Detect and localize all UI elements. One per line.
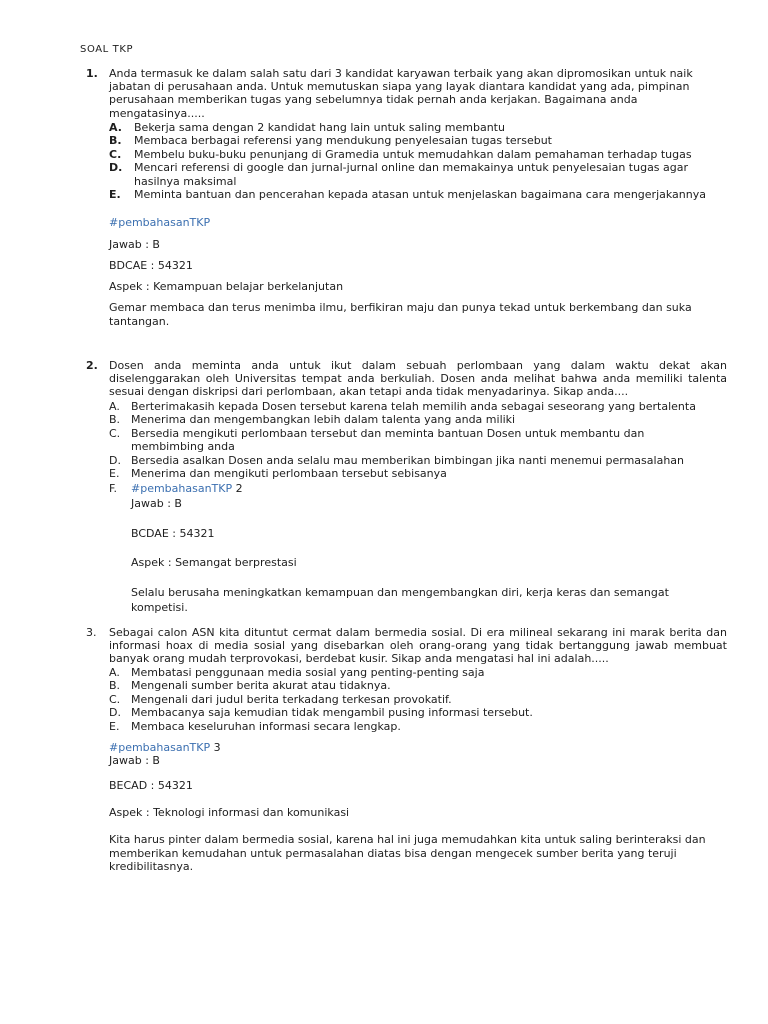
discussion-hashtag[interactable] [109,216,210,229]
hashtag-link[interactable]: #pembahasanTKP [131,482,233,495]
option-item [109,427,719,454]
option-item [109,679,734,692]
option-list [109,666,734,733]
option-list [109,400,719,480]
option-item [109,188,734,201]
question-number: 2. [86,359,98,372]
page-title: SOAL TKP [80,44,134,55]
option-item [109,454,719,467]
hashtag-link[interactable]: #pembahasanTKP [109,216,211,229]
option-text: Meminta bantuan dan pencerahan kepada atasan untuk menjelaskan bagaimana cara mengerjakannya [134,188,706,202]
option-text: Bersedia asalkan Dosen anda selalu mau memberikan bimbingan jika nanti menemui permasalahan [131,453,685,467]
option-item [109,666,734,679]
option-text: Membacanya saja kemudian tidak mengambil pusing informasi tersebut. [131,706,533,720]
option-letter: C. [109,692,121,706]
option-text: Mengenali sumber berita akurat atau tidaknya. [131,679,391,693]
option-item [109,720,734,733]
aspect-text: Aspek : Kemampuan belajar berkelanjutan [109,280,344,293]
option-text: Bekerja sama dengan 2 kandidat hang lain untuk saling membantu [134,121,505,134]
option-text: Bersedia mengikuti perlombaan tersebut dan meminta bantuan Dosen untuk membantu dan membimbing anda [131,426,645,454]
option-item [109,121,734,134]
explanation-text: Selalu berusaha meningkatkan kemampuan dan mengembangkan diri, kerja keras dan semangat kompetisi. [131,586,669,614]
option-text: Menerima dan mengembangkan lebih dalam talenta yang anda miliki [131,413,516,427]
hashtag-link[interactable]: #pembahasanTKP [109,741,211,754]
option-text: Menerima dan mengikuti perlombaan tersebut sebisanya [131,467,447,481]
question-number: 1. [86,67,98,80]
explanation-text: Kita harus pinter dalam bermedia sosial, karena hal ini juga memudahkan kita untuk saling berinteraksi dan memberikan kemudahan untuk permasalahan diatas bisa dengan mengecek sumber berita yang teruji kredibilitasnya. [109,833,706,874]
option-letter: A. [109,400,120,413]
option-text: Mencari referensi di google dan jurnal-jurnal online dan memakainya untuk penyelesaian tugas agar hasilnya maksimal [134,161,689,188]
option-item [109,148,734,161]
question-text: Anda termasuk ke dalam salah satu dari 3 kandidat karyawan terbaik yang akan dipromosikan untuk naik jabatan di perusahaan anda. Untuk memutuskan siapa yang layak diantara kandidat yang ada, pimpinan perusahaan memberikan tugas yang sebelumnya tidak pernah anda kerjakan. Bagaimana anda mengatasinya..... [109,67,693,120]
discussion-hashtag[interactable] [131,482,243,495]
option-letter: C. [109,426,121,440]
option-item [109,134,734,147]
question-number: 3. [86,626,97,639]
option-item [109,693,734,706]
option-letter: D. [109,706,121,720]
option-letter: B. [109,134,122,148]
option-text: Membaca keseluruhan informasi secara lengkap. [131,719,401,733]
hashtag-suffix: 2 [232,482,243,495]
option-text: Membatasi penggunaan media sosial yang penting-penting saja [131,666,485,679]
option-letter: B. [109,679,121,693]
option-text: Membelu buku-buku penunjang di Gramedia untuk memudahkan dalam pemahaman terhadap tugas [134,147,692,161]
option-letter: D. [109,453,121,467]
option-text: Mengenali dari judul berita terkadang terkesan provokatif. [131,692,452,706]
answer-key: Jawab : B [131,497,182,510]
option-item [109,467,719,480]
option-letter: A. [109,666,120,679]
option-letter: D. [109,161,123,175]
option-item [109,706,734,719]
option-list [109,121,734,201]
question-text: Dosen anda meminta anda untuk ikut dalam sebuah perlombaan yang dalam waktu dekat akan diselenggarakan oleh Universitas tempat anda berkuliah. Dosen anda melihat bahwa anda memiliki talenta sesuai dengan diskripsi dari perlombaan, akan tetapi anda tidak menyadarinya. Sikap anda.... [109,359,727,399]
option-item [109,161,709,188]
discussion-hashtag[interactable] [109,741,221,754]
answer-key: Jawab : B [109,754,160,767]
explanation-text: Gemar membaca dan terus menimba ilmu, berfikiran maju dan punya tekad untuk berkembang dan suka tantangan. [109,301,692,328]
question-text: Sebagai calon ASN kita dituntut cermat dalam bermedia sosial. Di era milineal sekarang ini marak berita dan informasi hoax di media sosial yang disebarkan oleh orang-orang yang tidak bertanggung jawab membuat banyak orang mudah terprovokasi, berdebat kusir. Sikap anda mengatasi hal ini adalah..... [109,626,727,666]
hashtag-suffix: 3 [210,741,221,754]
option-letter: E. [109,719,120,733]
option-letter: E. [109,188,121,202]
answer-order: BECAD : 54321 [109,779,193,792]
answer-key: Jawab : B [109,238,160,251]
option-letter: B. [109,413,121,427]
answer-order: BDCAE : 54321 [109,259,193,272]
option-letter: A. [109,121,122,134]
option-text: Membaca berbagai referensi yang mendukung penyelesaian tugas tersebut [134,134,552,148]
option-letter: E. [109,467,120,481]
aspect-text: Aspek : Teknologi informasi dan komunikasi [109,806,350,819]
option-text: Berterimakasih kepada Dosen tersebut karena telah memilih anda sebagai seseorang yang bertalenta [131,400,696,413]
option-letter: C. [109,147,122,161]
answer-order: BCDAE : 54321 [131,527,215,540]
option-item [109,400,719,413]
aspect-text: Aspek : Semangat berprestasi [131,556,297,569]
option-item [109,413,719,426]
option-letter: F. [109,482,118,495]
